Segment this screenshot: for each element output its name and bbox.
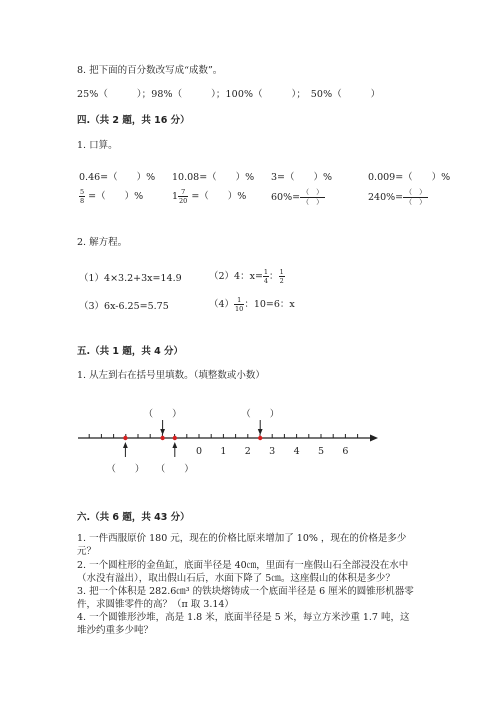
- tick-label: 1: [220, 446, 227, 457]
- fraction: $\frac{5}{8}$: [80, 188, 85, 205]
- section-5-q1-title: 1. 从左到右在括号里填数。（填整数或小数）: [77, 370, 265, 381]
- blank-above-1: （ ）: [143, 409, 182, 420]
- blank-fraction: $\frac{( )}{( )}$: [405, 188, 427, 206]
- tick-label: 6: [342, 446, 349, 457]
- section-4-q1-title: 1. 口算。: [77, 140, 118, 151]
- fraction: $\frac{1}{10}$: [235, 296, 244, 313]
- fraction: $\frac{1}{4}$: [263, 268, 269, 285]
- number-line-figure: [0, 400, 500, 490]
- point-c: [173, 436, 177, 440]
- arrow-head-icon: [172, 442, 177, 448]
- point-a: [123, 436, 127, 440]
- tick-label: 3: [269, 446, 276, 457]
- equation-1: （1）4×3.2+3x=14.9: [79, 273, 182, 284]
- oral-item-2: 10.08=（ ）%: [172, 172, 255, 183]
- arrow-head-icon: [160, 429, 165, 435]
- fraction: $\frac{1}{2}$: [279, 268, 284, 285]
- equation-2: （2）4：x= $\frac{1}{4}$ ： $\frac{1}{2}$: [209, 268, 284, 285]
- blank-fraction: $\frac{( )}{( )}$: [302, 188, 324, 206]
- section-4-header: 四.（共 2 题，共 16 分）: [77, 115, 190, 126]
- question-8-blanks: 25%（ ）；98%（ ）；100%（ ）； 50%（ ）: [77, 89, 381, 100]
- problem-3: 3. 把一个体积是 282.6㎝³ 的铁块熔铸成一个底面半径是 6 厘米的圆锥形机器零 件，求圆锥零件的高？（π 取 3.14）: [77, 586, 414, 610]
- oral-item-1: 0.46=（ ）%: [79, 172, 156, 183]
- oral-item-6: 1 $\frac{7}{20}$ =（ ）%: [172, 188, 247, 205]
- equation-4: （4） $\frac{1}{10}$ ：10=6：x: [209, 296, 295, 313]
- section-6-header: 六.（共 6 题，共 43 分）: [77, 512, 190, 523]
- equation-3: （3）6x-6.25=5.75: [79, 301, 169, 312]
- tick-labels: [196, 446, 348, 457]
- point-d: [258, 436, 262, 440]
- point-b: [160, 436, 164, 440]
- tick-label: 4: [293, 446, 300, 457]
- problem-4: 4. 一个圆锥形沙堆，高是 1.8 米，底面半径是 5 米，每立方米沙重 1.7 吨，这 堆沙约重多少吨？: [77, 612, 410, 636]
- oral-item-7: 60%= $\frac{( )}{( )}$: [271, 188, 324, 206]
- question-8-title: 8. 把下面的百分数改写成“成数”。: [77, 65, 223, 76]
- fraction: $\frac{7}{20}$: [179, 188, 188, 205]
- section-4-q2-title: 2. 解方程。: [77, 237, 128, 248]
- up-arrows: [125, 446, 174, 457]
- problem-2: 2. 一个圆柱形的金鱼缸，底面半径是 40㎝，里面有一座假山石全部浸没在水中 （水没有溢出），取出假山石后，水面下降了 5㎝。这座假山的体积是多少？: [77, 560, 409, 584]
- blank-below-2: （ ）: [155, 464, 194, 475]
- tick-label: 5: [317, 446, 325, 457]
- oral-item-5: $\frac{5}{8}$ =（ ）%: [80, 188, 144, 205]
- arrow-head-icon: [258, 429, 263, 435]
- section-5-header: 五.（共 1 题，共 4 分）: [77, 346, 184, 357]
- down-arrows: [163, 420, 261, 431]
- arrow-head-icon: [123, 442, 128, 448]
- tick-label: 2: [244, 446, 251, 457]
- blank-above-2: （ ）: [241, 409, 280, 420]
- oral-item-8: 240%= $\frac{( )}{( )}$: [368, 188, 427, 206]
- oral-item-4: 0.009=（ ）%: [368, 172, 451, 183]
- arrow-head-icon: [370, 435, 378, 442]
- ticks: [89, 434, 357, 438]
- blank-below-1: （ ）: [106, 464, 145, 475]
- oral-item-3: 3=（ ）%: [271, 172, 333, 183]
- problem-1: 1. 一件西服原价 180 元，现在的价格比原来增加了 10% ，现在的价格是多少 元？: [77, 533, 407, 557]
- tick-label: 0: [195, 446, 203, 457]
